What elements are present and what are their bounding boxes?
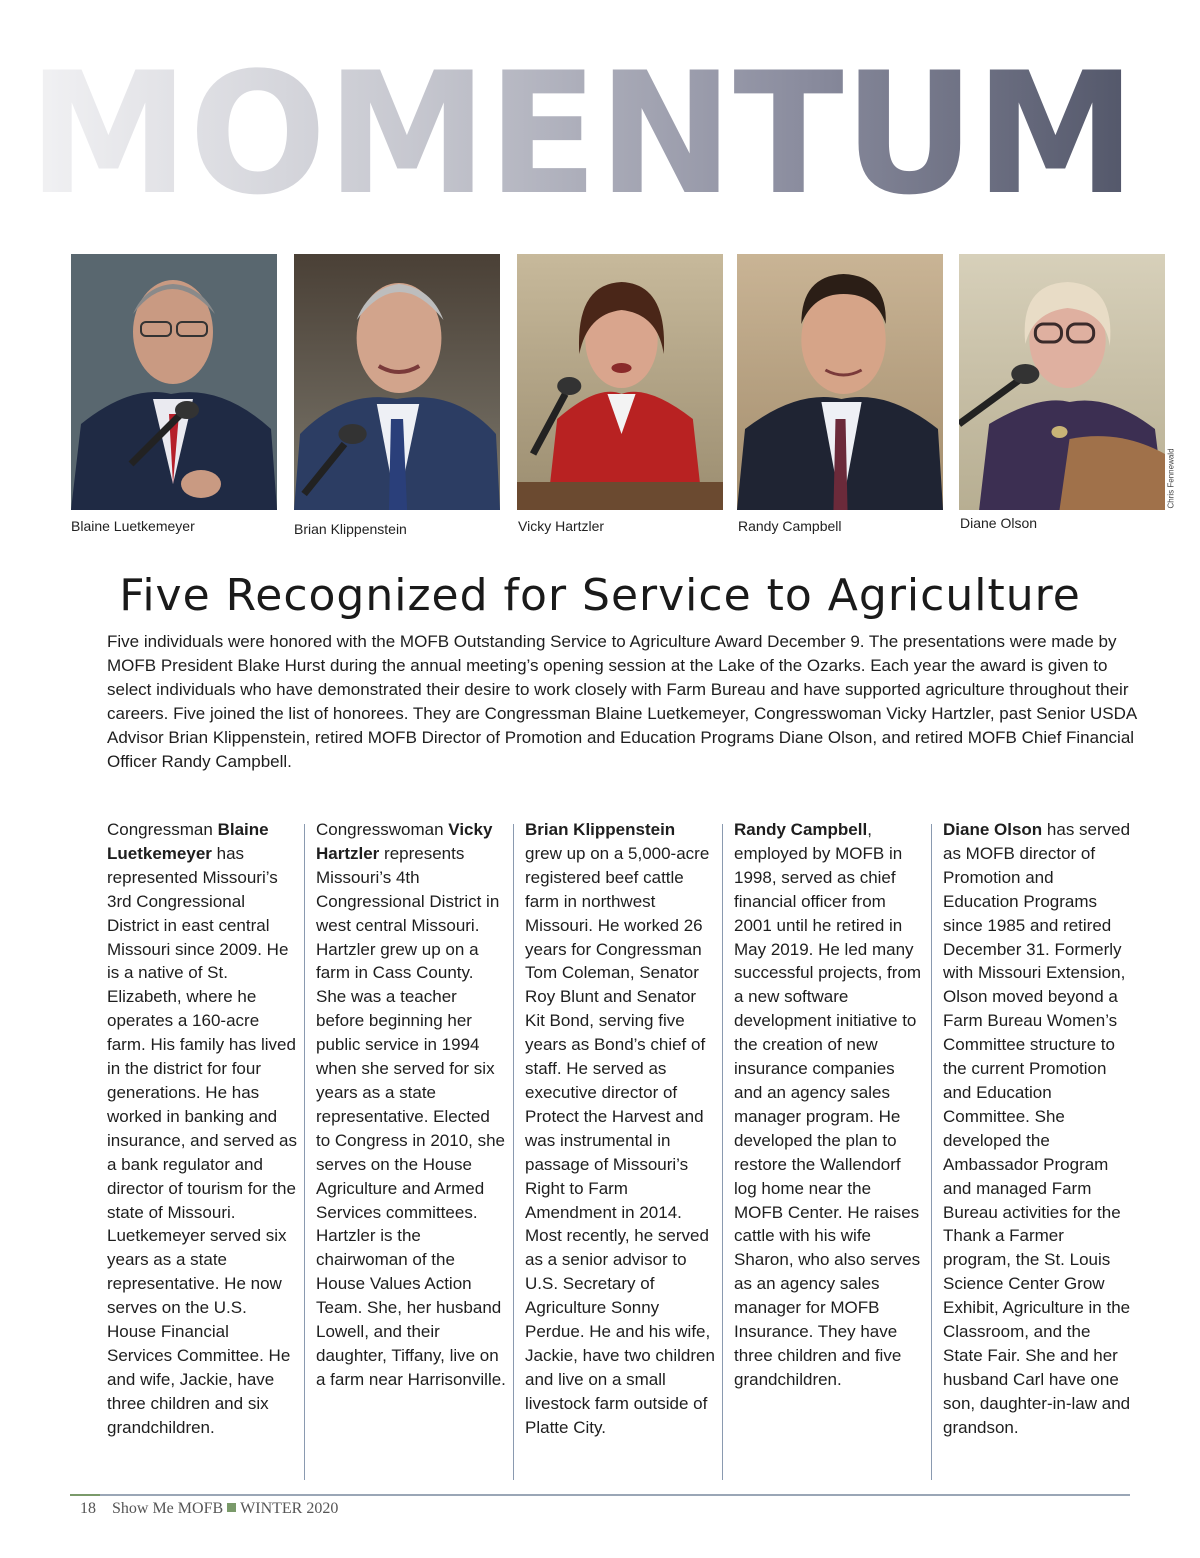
- bio-name: Vicky Hartzler: [316, 820, 493, 863]
- intro-paragraph: Five individuals were honored with the MOFB Outstanding Service to Agriculture Award December 9. The presentations were made by MOFB President Blake Hurst during the annual meeting’s opening session at the Lake of the Ozarks. Each year the award is given to select individuals who have demonstrated their desire to work closely with Farm Bureau and have supported agriculture throughout their careers. Five joined the list of honorees. They are Congressman Blaine Luetkemeyer, Congresswoman Vicky Hartzler, past Senior USDA Advisor Brian Klippenstein, retired MOFB Director of Promotion and Education Programs Diane Olson, and retired MOFB Chief Financial Officer Randy Campbell.: [107, 632, 1137, 771]
- masthead-word: MOMENTUM: [28, 52, 1136, 202]
- photo-caption: Vicky Hartzler: [518, 518, 605, 534]
- bio-columns: [107, 818, 1137, 1468]
- bio-column-olson: [943, 818, 1133, 1440]
- bio-text: Congresswoman: [316, 820, 449, 839]
- bio-name: Randy Campbell: [734, 820, 868, 839]
- photo-caption: Diane Olson: [960, 515, 1038, 531]
- issue-label: WINTER 2020: [240, 1500, 339, 1517]
- photo-credit: [1164, 440, 1176, 510]
- photo-brian-klippenstein: [294, 254, 500, 510]
- photo-credit-text: Chris Fennewald: [1166, 448, 1176, 509]
- page-footer: [80, 1500, 338, 1518]
- bio-name: Brian Klippenstein: [525, 820, 676, 839]
- column-divider: [513, 824, 514, 1480]
- bio-column-luetkemeyer: [107, 818, 297, 1440]
- bio-text: has represented Missouri’s 3rd Congressional District in east central Missouri since 2009. He is a native of St. Elizabeth, where he operates a 160-acre farm. His family has lived in the district for four generations. He has worked in banking and insurance, and served as a bank regulator and director of tourism for the state of Missouri. Luetkemeyer served six years as a state representative. He now serves on the U.S. House Financial Services Committee. He and wife, Jackie, have three children and six grandchildren.: [107, 843, 297, 1437]
- bio-column-hartzler: [316, 818, 506, 1392]
- photo-caption: Blaine Luetkemeyer: [71, 518, 195, 534]
- photo-caption: Brian Klippenstein: [294, 521, 407, 537]
- bio-text: Congressman: [107, 820, 218, 839]
- bio-text: has served as MOFB director of Promotion and Education Programs since 1985 and retired December 31. Formerly with Missouri Extension, Olson moved beyond a Farm Bureau Women’s Committee structure to the current Promotion and Education Committee. She developed the Ambassador Program and managed Farm Bureau activities for the Thank a Farmer program, the St. Louis Science Center Grow Exhibit, Agriculture in the Classroom, and the State Fair. She and her husband Carl have one son, daughter-in-law and grandson.: [943, 820, 1131, 1437]
- column-divider: [931, 824, 932, 1480]
- photo-vicky-hartzler: [517, 254, 723, 510]
- photo-diane-olson: [959, 254, 1165, 510]
- bio-column-klippenstein: [525, 818, 715, 1440]
- bio-text: represents Missouri’s 4th Congressional District in west central Missouri. Hartzler grew up on a farm in Cass County. She was a teacher before beginning her public service in 1994 when she served for six years as a state representative. Elected to Congress in 2010, she serves on the House Agriculture and Armed Services committees. Hartzler is the chairwoman of the House Values Action Team. She, her husband Lowell, and their daughter, Tiffany, live on a farm near Harrisonville.: [316, 843, 506, 1389]
- photo-strip: [0, 254, 1200, 554]
- photo-caption: Randy Campbell: [738, 518, 842, 534]
- footer-rule: [70, 1494, 1130, 1496]
- column-divider: [304, 824, 305, 1480]
- bio-text: grew up on a 5,000-acre registered beef cattle farm in northwest Missouri. He worked 26 years for Congressman Tom Coleman, Senator Roy Blunt and Senator Kit Bond, serving five years as Bond’s chief of staff. He served as executive director of Protect the Harvest and was instrumental in passage of Missouri’s Right to Farm Amendment in 2014. Most recently, he served as a senior advisor to U.S. Secretary of Agriculture Sonny Perdue. He and his wife, Jackie, have two children and live on a small livestock farm outside of Platte City.: [525, 843, 715, 1437]
- column-divider: [722, 824, 723, 1480]
- photo-randy-campbell: [737, 254, 943, 510]
- footer-separator: [227, 1503, 236, 1512]
- photo-blaine-luetkemeyer: [71, 254, 277, 510]
- masthead-title: [28, 52, 1138, 202]
- publication-name: Show Me MOFB: [112, 1500, 224, 1517]
- bio-column-campbell: [734, 818, 924, 1392]
- bio-text: , employed by MOFB in 1998, served as chief financial officer from 2001 until he retired in May 2019. He led many successful projects, from a new software development initiative to the creation of new insurance companies and an agency sales manager program. He developed the plan to restore the Wallendorf log home near the MOFB Center. He raises cattle with his wife Sharon, who also serves as an agency sales manager for MOFB Insurance. They have three children and five grandchildren.: [734, 820, 922, 1389]
- bio-name: Diane Olson: [943, 820, 1043, 839]
- page-number: 18: [80, 1500, 96, 1517]
- article-headline: Five Recognized for Service to Agriculture: [119, 570, 1081, 621]
- bio-name: Blaine Luetkemeyer: [107, 820, 269, 863]
